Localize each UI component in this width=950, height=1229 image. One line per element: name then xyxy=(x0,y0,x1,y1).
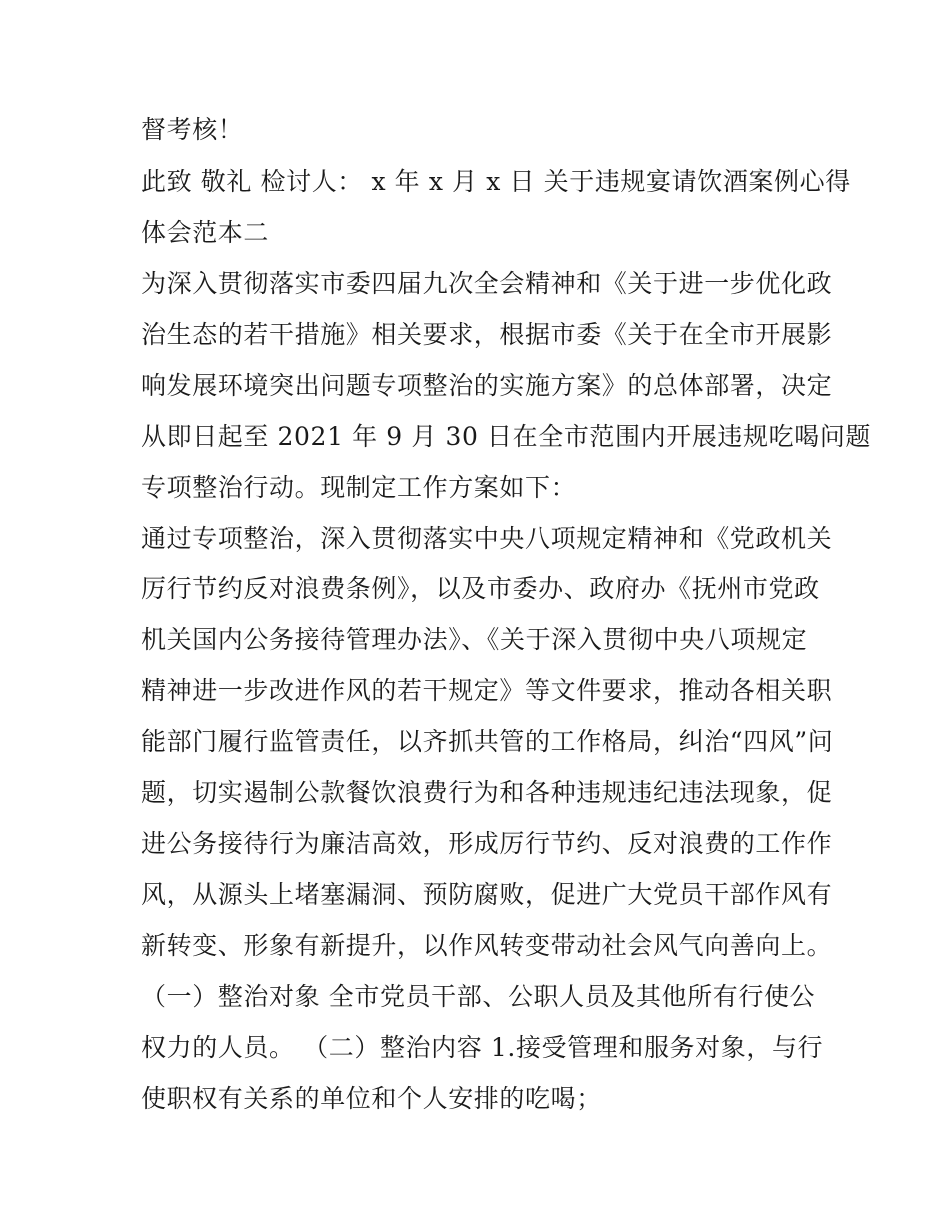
text-line: （一）整治对象 全市党员干部、公职人员及其他所有行使公 xyxy=(141,982,816,1011)
text-line: 督考核！ xyxy=(141,115,244,144)
text-line: 从即日起至 2021 年 9 月 30 日在全市范围内开展违规吃喝问题 xyxy=(141,422,872,451)
text-line: 此致 敬礼 检讨人： x 年 x 月 x 日 关于违规宴请饮酒案例心得 xyxy=(141,167,851,196)
text-line: 使职权有关系的单位和个人安排的吃喝； xyxy=(141,1084,602,1113)
text-line: 为深入贯彻落实市委四届九次全会精神和《关于进一步优化政 xyxy=(141,269,833,298)
text-line: 风，从源头上堵塞漏洞、预防腐败，促进广大党员干部作风有 xyxy=(141,880,833,909)
text-line: 厉行节约反对浪费条例》，以及市委办、政府办《抚州市党政 xyxy=(141,574,820,603)
text-line: 体会范本二 xyxy=(141,218,270,247)
text-line: 精神进一步改进作风的若干规定》等文件要求，推动各相关职 xyxy=(141,676,833,705)
text-line: 新转变、形象有新提升，以作风转变带动社会风气向善向上。 xyxy=(141,931,833,960)
text-line: 能部门履行监管责任，以齐抓共管的工作格局，纠治“四风”问 xyxy=(141,727,834,756)
text-line: 机关国内公务接待管理办法》、《关于深入贯彻中央八项规定 xyxy=(141,625,808,654)
text-line: 专项整治行动。现制定工作方案如下： xyxy=(141,473,577,502)
text-line: 通过专项整治，深入贯彻落实中央八项规定精神和《党政机关 xyxy=(141,524,833,553)
text-line: 响发展环境突出问题专项整治的实施方案》的总体部署，决定 xyxy=(141,371,833,400)
text-line: 进公务接待行为廉洁高效，形成厉行节约、反对浪费的工作作 xyxy=(141,829,833,858)
text-line: 治生态的若干措施》相关要求，根据市委《关于在全市开展影 xyxy=(141,320,833,349)
text-line: 权力的人员。 （二）整治内容 1.接受管理和服务对象，与行 xyxy=(141,1033,824,1062)
text-line: 题，切实遏制公款餐饮浪费行为和各种违规违纪违法现象，促 xyxy=(141,778,833,807)
